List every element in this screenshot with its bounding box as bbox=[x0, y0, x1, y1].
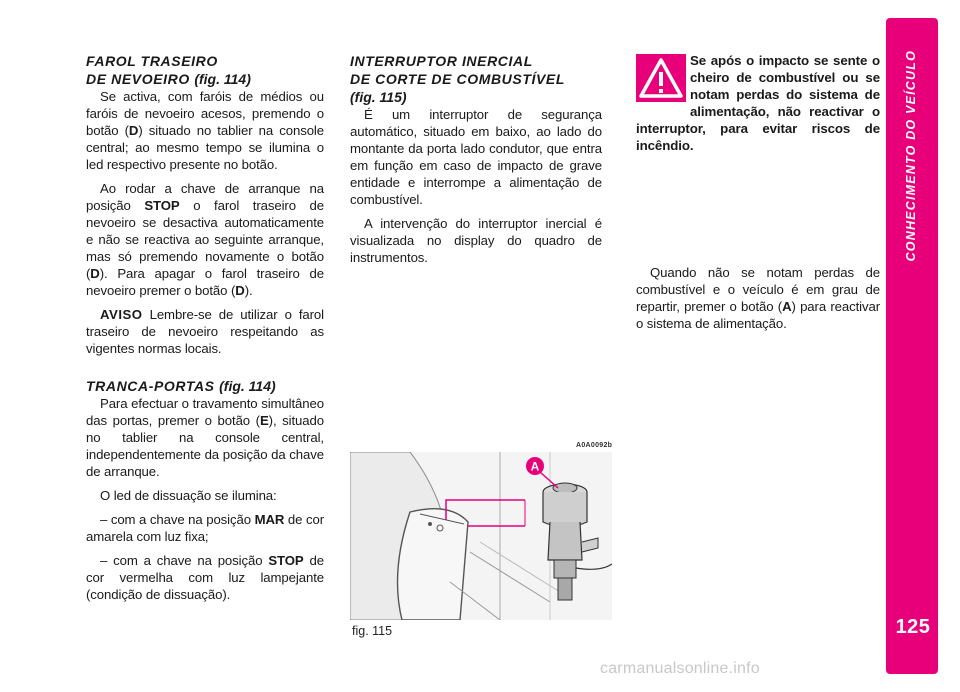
paragraph: A intervenção do interruptor inercial é visualizada no display do quadro de instrumentos. bbox=[350, 216, 602, 265]
heading-line: TRANCA-PORTAS bbox=[86, 378, 215, 394]
section-heading-tranca bbox=[86, 377, 324, 395]
list-item: – com a chave na posição STOP de cor vermelha com luz lampejante (condição de dissuação). bbox=[86, 553, 324, 602]
figure-115-illustration bbox=[350, 452, 612, 620]
figure-reference: (fig. 114) bbox=[219, 378, 276, 394]
figure-reference: (fig. 114) bbox=[194, 71, 251, 87]
figure-code: A0A0092b bbox=[576, 442, 613, 449]
watermark-text: carmanualsonline.info bbox=[600, 660, 760, 677]
heading-line: FAROL TRASEIRO bbox=[86, 53, 218, 69]
chapter-title-text: CONHECIMENTO DO VEÍCULO bbox=[904, 50, 918, 262]
chapter-title bbox=[904, 50, 924, 280]
figure-reference: (fig. 115) bbox=[350, 89, 407, 105]
section-heading-farol bbox=[86, 52, 324, 88]
inertial-switch-illustration bbox=[350, 452, 612, 620]
heading-line: DE NEVOEIRO bbox=[86, 71, 190, 87]
section-heading-interruptor bbox=[350, 52, 602, 106]
warning-block bbox=[636, 52, 880, 154]
column-left bbox=[86, 52, 324, 610]
aviso-note: AVISO Lembre-se de utilizar o farol traseiro de nevoeiro respeitando as vigentes normas locais. bbox=[86, 307, 324, 356]
heading-line: DE CORTE DE COMBUSTÍVEL bbox=[350, 71, 566, 87]
paragraph: Se activa, com faróis de médios ou faróis de nevoeiro acesos, premendo o botão (D) situado no tablier na console central; ao mesmo tempo se ilumina o led respectivo presente no botão. bbox=[86, 89, 324, 172]
paragraph: Quando não se notam perdas de combustível e o veículo é em grau de repartir, premer o botão (A) para reactivar o sistema de alimentação. bbox=[636, 265, 880, 331]
paragraph: É um interruptor de segurança automático, situado em baixo, ao lado do montante da porta lado condutor, que entra em função em caso de impacto de grave entidade e interrompe a alimentação de combustível. bbox=[350, 107, 602, 207]
paragraph: Para efectuar o travamento simultâneo das portas, premer o botão (E), situado no tablier na console central, independentemente da posição da chave de arranque. bbox=[86, 396, 324, 479]
column-right bbox=[636, 52, 880, 339]
paragraph: O led de dissuação se ilumina: bbox=[100, 488, 277, 503]
paragraph: Ao rodar a chave de arranque na posição STOP o farol traseiro de nevoeiro se desactiva automaticamente e não se reactiva ao seguinte arranque, mas só premendo novamente o botão (D). Para apagar o farol traseiro de nevoeiro premer o botão (D). bbox=[86, 181, 324, 298]
page-number: 125 bbox=[895, 616, 931, 638]
column-middle bbox=[350, 52, 602, 273]
heading-line: INTERRUPTOR INERCIAL bbox=[350, 53, 533, 69]
warning-text: Se após o impacto se sente o cheiro de combustível ou se notam perdas do sistema de alimentação, não reactivar o interruptor, para evitar riscos de incêndio. bbox=[636, 53, 880, 153]
warning-triangle-icon bbox=[636, 54, 686, 102]
list-item: – com a chave na posição MAR de cor amarela com luz fixa; bbox=[86, 512, 324, 544]
callout-label-a: A bbox=[530, 459, 540, 474]
figure-caption: fig. 115 bbox=[352, 624, 393, 638]
